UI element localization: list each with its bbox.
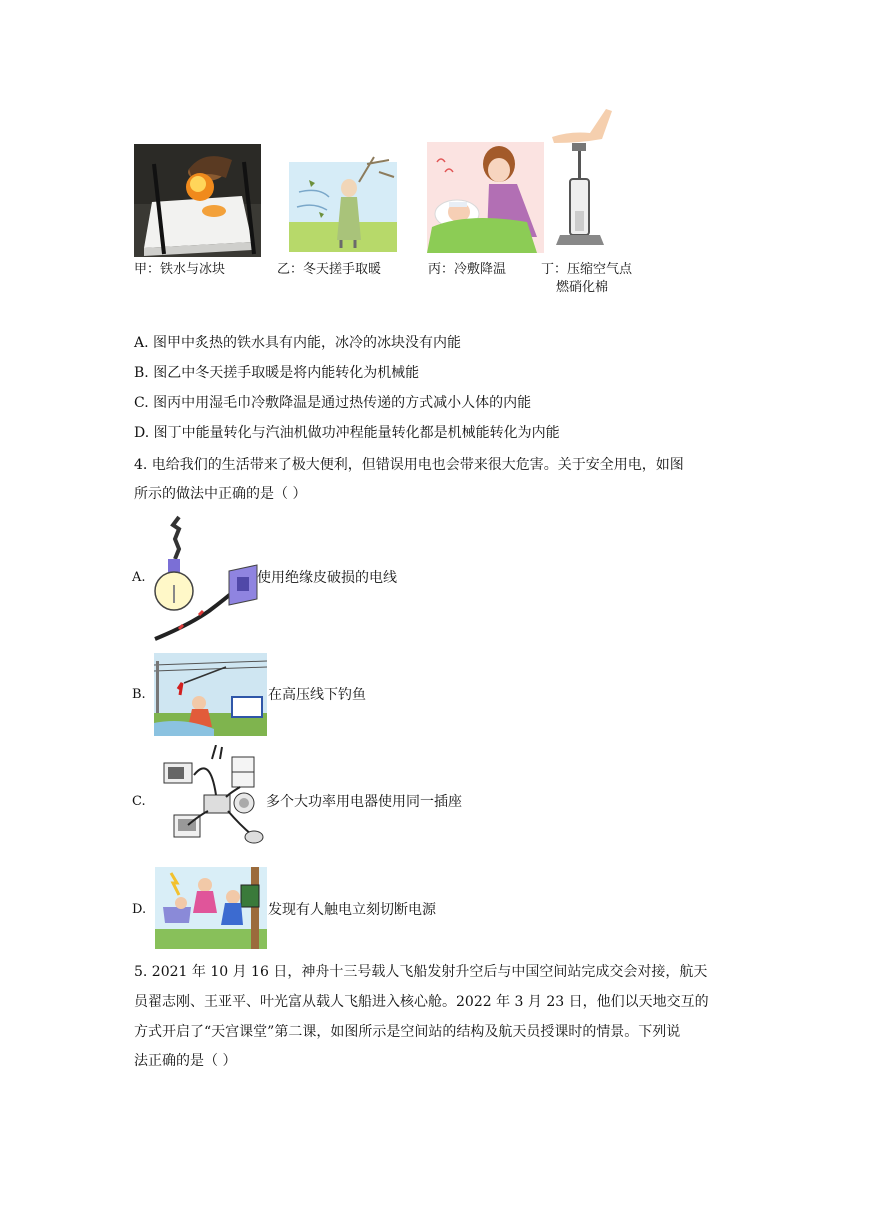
q4-option-d-label: D. xyxy=(132,902,147,917)
q4-option-a-label: A. xyxy=(132,570,146,585)
caption-jia: 甲：铁水与冰块 xyxy=(134,262,226,277)
q4-option-a-text: 使用绝缘皮破损的电线 xyxy=(257,570,397,586)
caption-yi: 乙：冬天搓手取暖 xyxy=(277,262,382,277)
q4-option-b-text: 在高压线下钓鱼 xyxy=(268,687,366,703)
q5-stem-line4: 法正确的是（ ） xyxy=(134,1053,237,1069)
q4-option-d-text: 发现有人触电立刻切断电源 xyxy=(268,902,436,918)
image-overloaded-socket xyxy=(160,745,267,848)
q3-option-a: A. 图甲中炙热的铁水具有内能，冰冷的冰块没有内能 xyxy=(134,335,462,351)
q3-option-b: B. 图乙中冬天搓手取暖是将内能转化为机械能 xyxy=(134,365,420,381)
image-cold-compress xyxy=(427,142,544,253)
q4-option-c-text: 多个大功率用电器使用同一插座 xyxy=(266,794,462,810)
q4-stem-line2: 所示的做法中正确的是（ ） xyxy=(134,486,307,502)
q4-stem-line1: 4. 电给我们的生活带来了极大便利，但错误用电也会带来很大危害。关于安全用电，如图 xyxy=(134,457,684,473)
image-cut-off-power xyxy=(155,867,267,949)
image-iron-and-ice xyxy=(134,144,261,257)
caption-bing: 丙：冷敷降温 xyxy=(428,262,507,277)
caption-ding-line2: 燃硝化棉 xyxy=(556,280,609,295)
image-rubbing-hands xyxy=(289,152,397,252)
q3-option-d: D. 图丁中能量转化与汽油机做功冲程能量转化都是机械能转化为内能 xyxy=(134,425,560,441)
q4-option-c-label: C. xyxy=(132,794,146,809)
q4-option-b-label: B. xyxy=(132,687,146,702)
q3-option-c: C. 图丙中用湿毛巾冷敷降温是通过热传递的方式减小人体的内能 xyxy=(134,395,532,411)
image-damaged-wire xyxy=(149,515,261,643)
q5-stem-line2: 员翟志刚、王亚平、叶光富从载人飞船进入核心舱。2022 年 3 月 23 日，他们以天地交互的 xyxy=(134,994,709,1010)
q5-stem-line1: 5. 2021 年 10 月 16 日，神舟十三号载人飞船发射升空后与中国空间站完成交会对接，航天 xyxy=(134,964,708,980)
caption-ding-line1: 丁：压缩空气点 xyxy=(541,262,633,277)
image-compressed-air-device xyxy=(550,107,612,250)
image-fishing-under-power-line xyxy=(154,653,267,736)
q5-stem-line3: 方式开启了“天宫课堂”第二课，如图所示是空间站的结构及航天员授课时的情景。下列说 xyxy=(134,1024,681,1040)
